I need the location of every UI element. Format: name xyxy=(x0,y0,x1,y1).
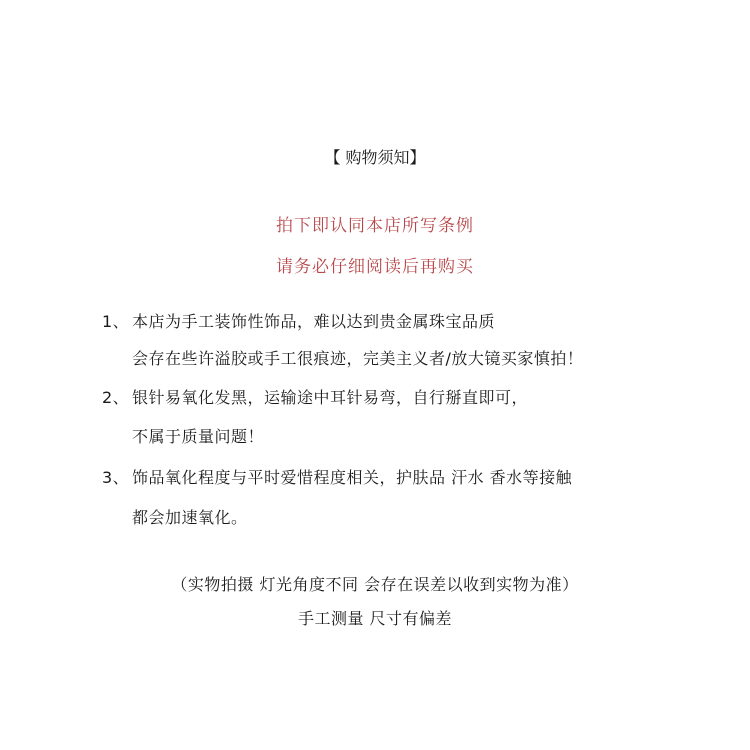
notice-item-2 xyxy=(102,390,528,406)
item-text: 银针易氧化发黑，运输途中耳针易弯，自行掰直即可， xyxy=(132,388,529,407)
notice-item-2-continued: 不属于质量问题！ xyxy=(132,427,265,446)
highlight-line-2: 请务必仔细阅读后再购买 xyxy=(276,257,474,277)
highlight-line-1: 拍下即认同本店所写条例 xyxy=(276,216,474,236)
item-text: 本店为手工装饰性饰品，难以达到贵金属珠宝品质 xyxy=(132,312,496,331)
notice-item-1 xyxy=(102,314,495,330)
item-text: 饰品氧化程度与平时爱惜程度相关，护肤品 汗水 香水等接触 xyxy=(132,468,573,487)
item-number: 3、 xyxy=(102,468,130,487)
notice-item-3 xyxy=(102,470,572,486)
footer-measurement-note: 手工测量 尺寸有偏差 xyxy=(297,609,453,628)
item-number: 1、 xyxy=(102,312,130,331)
item-number: 2、 xyxy=(102,388,130,407)
notice-item-3-continued: 都会加速氧化。 xyxy=(132,508,248,527)
notice-title: 【 购物须知】 xyxy=(324,148,426,167)
notice-item-1-continued: 会存在些许溢胶或手工很痕迹，完美主义者/放大镜买家慎拍！ xyxy=(132,349,584,368)
footer-disclaimer: （实物拍摄 灯光角度不同 会存在误差以收到实物为准） xyxy=(171,575,579,594)
